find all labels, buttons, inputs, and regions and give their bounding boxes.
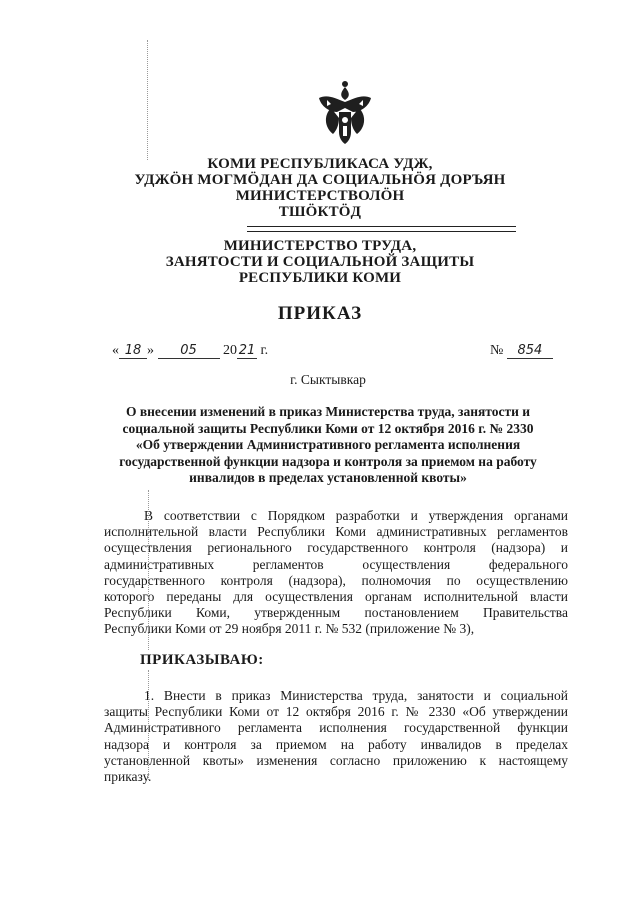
item-1-paragraph — [104, 688, 568, 785]
ministry-header-line-1: МИНИСТЕРСТВО ТРУДА, — [223, 238, 417, 254]
coat-of-arms-emblem — [313, 78, 377, 146]
preamble-line-4: административных регламентов осуществления федерального — [104, 556, 568, 572]
item-1-line-5: установленной квоты» изменения согласно приложению к настоящему — [104, 752, 568, 768]
item-1-line-6: приказу. — [104, 769, 152, 785]
date-year-suffix: 21 — [238, 343, 256, 358]
preamble-line-3: осуществления регионального государственного контроля (надзора) и — [104, 540, 568, 556]
date-month: 05 — [158, 343, 220, 359]
subject-line-3: «Об утверждении Административного регламента исполнения — [135, 437, 521, 452]
subject-line-5: инвалидов в пределах установленной квоты» — [189, 470, 467, 485]
date-open-quote: « — [112, 343, 119, 358]
preamble-line-7: Республики Коми, утвержденным постановлением Правительства — [104, 605, 568, 621]
number-label: № — [490, 343, 504, 358]
scan-artifact-line — [147, 40, 148, 160]
item-1-line-4: надзора и контроля за приемом на работу инвалидов в пределах — [104, 736, 568, 752]
document-type-title: ПРИКАЗ — [277, 303, 363, 324]
komi-header-line-3: МИНИСТЕРСТВОЛӦН — [235, 188, 405, 204]
komi-header-line-1: КОМИ РЕСПУБЛИКАСА УДЖ, — [207, 156, 433, 172]
document-number — [490, 343, 553, 359]
scan-artifact-line — [148, 490, 149, 650]
preamble-line-1: В соответствии с Порядком разработки и утверждения органами — [144, 508, 568, 523]
komi-header-line-4: ТШӦКТӦД — [278, 204, 362, 220]
preamble-line-5: государственного контроля (надзора), полномочия по осуществлению — [104, 572, 568, 588]
preamble-line-8: Республики Коми от 29 ноября 2011 г. № 532 (приложение № 3), — [104, 621, 475, 637]
order-subject — [8, 404, 640, 487]
preamble-paragraph — [104, 508, 568, 638]
preamble-line-6: которого переданы для осуществления органам исполнительной власти — [104, 589, 568, 605]
item-1-line-3: Административного регламента исполнения государственной функции — [104, 720, 568, 736]
header-divider-bottom — [247, 231, 516, 232]
ministry-header-line-2: ЗАНЯТОСТИ И СОЦИАЛЬНОЙ ЗАЩИТЫ — [165, 254, 475, 270]
order-keyword: ПРИКАЗЫВАЮ: — [140, 652, 264, 668]
ministry-header — [0, 238, 640, 286]
header-divider-top — [247, 226, 516, 227]
komi-header — [0, 156, 640, 220]
number-value: 854 — [507, 343, 553, 359]
subject-line-2: социальной защиты Республики Коми от 12 октября 2016 г. № 2330 — [122, 420, 534, 436]
item-1-line-2: защиты Республики Коми от 12 октября 2016 г. № 2330 «Об утверждении — [104, 704, 568, 720]
preamble-line-2: исполнительной власти Республики Коми административных регламентов — [104, 524, 568, 540]
subject-line-1: О внесении изменений в приказ Министерства труда, занятости и — [125, 404, 531, 419]
item-1-line-1: 1. Внести в приказ Министерства труда, занятости и социальной — [144, 688, 568, 703]
date-day: 18 — [119, 343, 147, 359]
date-field — [112, 343, 268, 359]
scan-artifact-line — [148, 670, 149, 780]
komi-header-line-2: УДЖӦН МОГМӦДАН ДА СОЦИАЛЬНӦЯ ДОРЪЯН — [134, 172, 506, 188]
date-close-quote: » — [147, 343, 154, 358]
subject-line-4: государственной функции надзора и контроля за приемом на работу — [119, 453, 537, 469]
city-name: г. Сыктывкар — [290, 372, 366, 387]
date-year-prefix: 20 — [223, 343, 237, 358]
date-year-unit: г. — [260, 343, 269, 358]
ministry-header-line-3: РЕСПУБЛИКИ КОМИ — [238, 270, 402, 286]
